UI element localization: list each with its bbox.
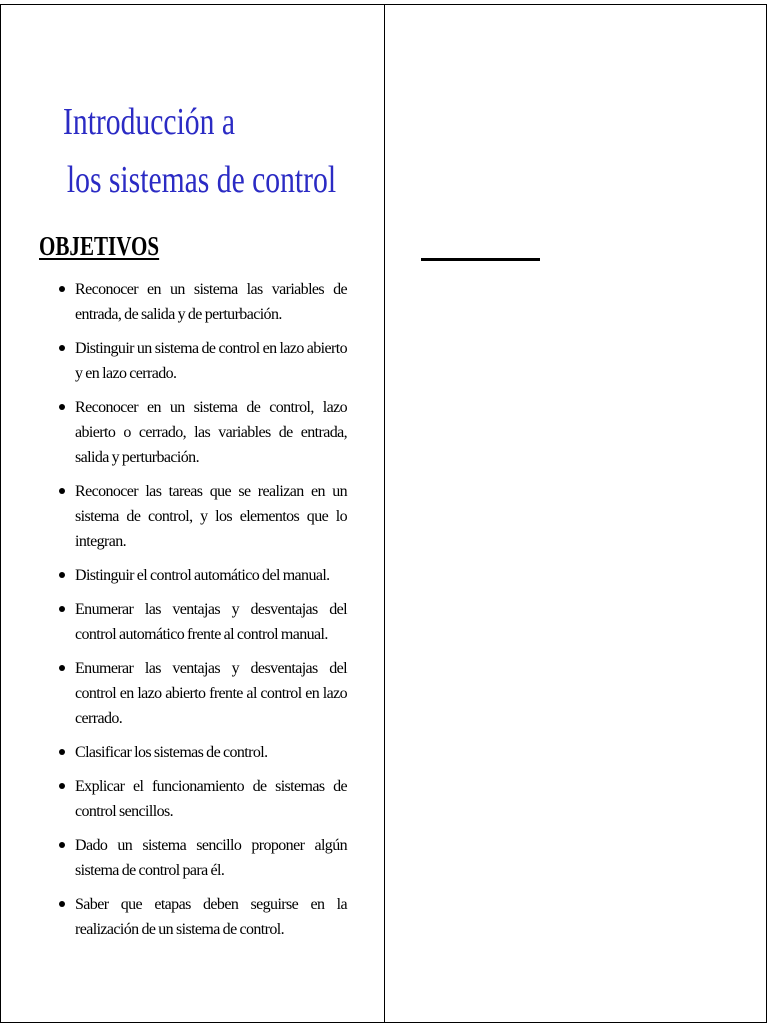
- bullet-icon: [59, 345, 65, 351]
- objective-item: [57, 740, 347, 765]
- bullet-icon: [59, 286, 65, 292]
- objective-item: [57, 395, 347, 470]
- objective-item: [57, 563, 347, 588]
- objective-item: [57, 336, 347, 386]
- bullet-icon: [59, 842, 65, 848]
- objective-text: Clasificar los sistemas de control.: [75, 744, 268, 761]
- bullet-icon: [59, 606, 65, 612]
- objectives-list: [57, 277, 347, 951]
- objective-item: [57, 892, 347, 942]
- bullet-icon: [59, 572, 65, 578]
- slide-title: [63, 93, 336, 209]
- slide-title-line-1: Introducción a: [63, 101, 236, 143]
- objective-item: [57, 277, 347, 327]
- notes-panel: [385, 5, 768, 1022]
- objective-text: Reconocer en un sistema de control, lazo abierto o cerrado, las variables de entrada, salida y perturbación.: [75, 399, 347, 466]
- handout-page: [0, 4, 767, 1023]
- objective-item: [57, 597, 347, 647]
- objective-text: Distinguir el control automático del manual.: [75, 567, 330, 584]
- objective-text: Dado un sistema sencillo proponer algún sistema de control para él.: [75, 837, 347, 879]
- bullet-icon: [59, 783, 65, 789]
- objective-text: Enumerar las ventajas y desventajas del control en lazo abierto frente al control en lazo cerrado.: [75, 660, 347, 727]
- objective-text: Reconocer las tareas que se realizan en un sistema de control, y los elementos que lo integran.: [75, 483, 347, 550]
- objective-item: [57, 774, 347, 824]
- objective-text: Reconocer en un sistema las variables de entrada, de salida y de perturbación.: [75, 281, 347, 323]
- objective-text: Explicar el funcionamiento de sistemas de control sencillos.: [75, 778, 347, 820]
- objectives-heading: OBJETIVOS: [39, 231, 160, 261]
- bullet-icon: [59, 404, 65, 410]
- objective-text: Distinguir un sistema de control en lazo abierto y en lazo cerrado.: [75, 340, 347, 382]
- notes-line: [421, 258, 540, 261]
- objective-item: [57, 479, 347, 554]
- bullet-icon: [59, 488, 65, 494]
- slide-title-line-2: los sistemas de control: [66, 159, 337, 201]
- objective-item: [57, 656, 347, 731]
- bullet-icon: [59, 901, 65, 907]
- objective-text: Enumerar las ventajas y desventajas del control automático frente al control manual.: [75, 601, 347, 643]
- objective-text: Saber que etapas deben seguirse en la realización de un sistema de control.: [75, 896, 347, 938]
- objective-item: [57, 833, 347, 883]
- bullet-icon: [59, 749, 65, 755]
- slide-panel: [1, 5, 385, 1022]
- bullet-icon: [59, 665, 65, 671]
